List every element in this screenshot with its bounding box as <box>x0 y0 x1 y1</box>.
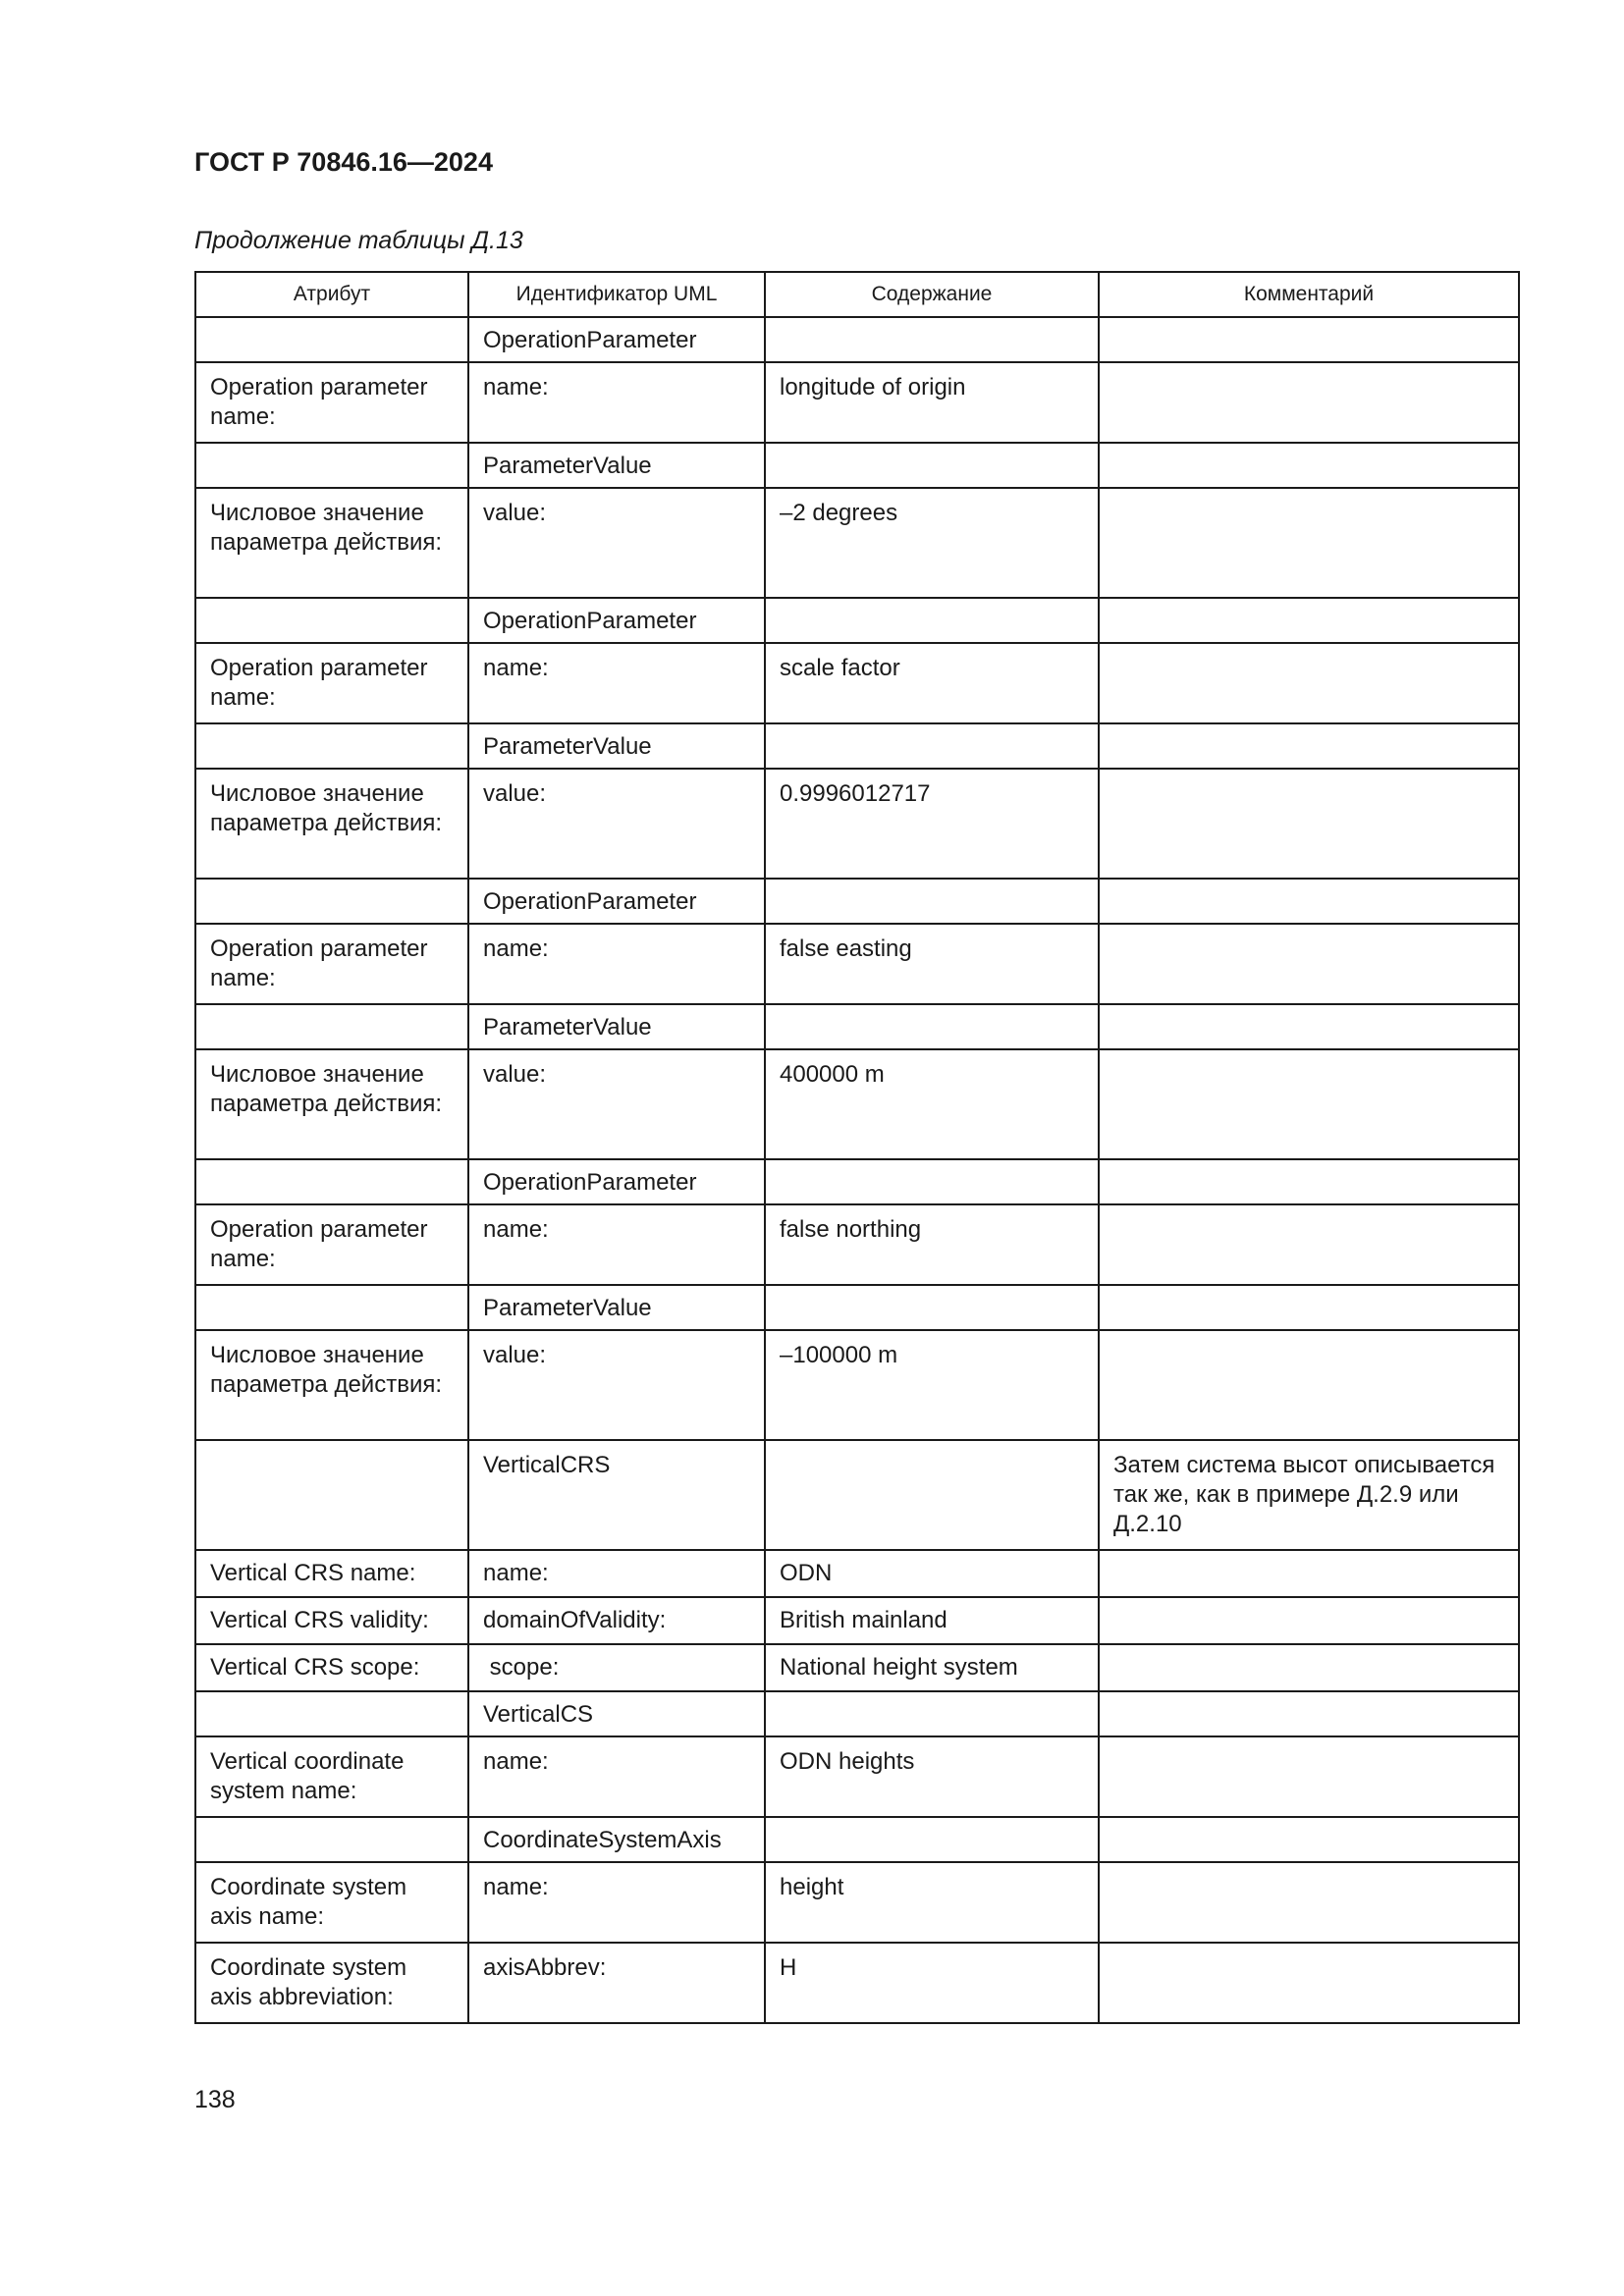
cell-comment <box>1099 1644 1519 1691</box>
cell-content <box>765 1159 1099 1204</box>
column-header-content: Содержание <box>765 272 1099 317</box>
cell-comment <box>1099 1004 1519 1049</box>
cell-comment: Затем система высот описывается так же, как в примере Д.2.9 или Д.2.10 <box>1099 1440 1519 1550</box>
cell-content <box>765 1004 1099 1049</box>
document-code: ГОСТ Р 70846.16—2024 <box>194 147 493 177</box>
table-row <box>195 723 1519 769</box>
cell-uml-identifier: OperationParameter <box>468 317 765 362</box>
cell-comment <box>1099 1159 1519 1204</box>
cell-uml-identifier: value: <box>468 488 765 598</box>
cell-uml-identifier: CoordinateSystemAxis <box>468 1817 765 1862</box>
cell-comment <box>1099 1862 1519 1943</box>
cell-attribute <box>195 443 468 488</box>
table-row <box>195 1644 1519 1691</box>
cell-comment <box>1099 1049 1519 1159</box>
cell-attribute: Operation parameter name: <box>195 924 468 1004</box>
column-header-comment: Комментарий <box>1099 272 1519 317</box>
table-row <box>195 488 1519 598</box>
table-row <box>195 1817 1519 1862</box>
cell-content <box>765 1691 1099 1736</box>
cell-comment <box>1099 1691 1519 1736</box>
cell-uml-identifier: value: <box>468 1049 765 1159</box>
cell-attribute <box>195 1817 468 1862</box>
cell-content: false easting <box>765 924 1099 1004</box>
cell-attribute: Vertical CRS validity: <box>195 1597 468 1644</box>
cell-comment <box>1099 598 1519 643</box>
cell-comment <box>1099 488 1519 598</box>
table-row <box>195 1550 1519 1597</box>
cell-content: British mainland <box>765 1597 1099 1644</box>
table-row <box>195 1736 1519 1817</box>
cell-content: 0.9996012717 <box>765 769 1099 879</box>
cell-attribute: Числовое значение параметра действия: <box>195 1330 468 1440</box>
cell-attribute <box>195 598 468 643</box>
cell-comment <box>1099 443 1519 488</box>
cell-attribute <box>195 1004 468 1049</box>
table-row <box>195 879 1519 924</box>
table-row <box>195 924 1519 1004</box>
table-body <box>195 317 1519 2023</box>
cell-content <box>765 443 1099 488</box>
cell-uml-identifier: axisAbbrev: <box>468 1943 765 2023</box>
page-number: 138 <box>194 2086 236 2113</box>
cell-uml-identifier: domainOfValidity: <box>468 1597 765 1644</box>
cell-content: height <box>765 1862 1099 1943</box>
table-row <box>195 1330 1519 1440</box>
cell-comment <box>1099 1817 1519 1862</box>
table-row <box>195 598 1519 643</box>
table-row <box>195 1597 1519 1644</box>
cell-uml-identifier: OperationParameter <box>468 1159 765 1204</box>
cell-comment <box>1099 362 1519 443</box>
table-row <box>195 362 1519 443</box>
cell-comment <box>1099 643 1519 723</box>
cell-attribute <box>195 1691 468 1736</box>
cell-content: –2 degrees <box>765 488 1099 598</box>
cell-comment <box>1099 1330 1519 1440</box>
cell-uml-identifier: VerticalCS <box>468 1691 765 1736</box>
cell-content: false northing <box>765 1204 1099 1285</box>
cell-uml-identifier: OperationParameter <box>468 879 765 924</box>
cell-content: longitude of origin <box>765 362 1099 443</box>
cell-attribute: Operation parameter name: <box>195 362 468 443</box>
cell-uml-identifier: name: <box>468 1550 765 1597</box>
cell-comment <box>1099 924 1519 1004</box>
cell-content <box>765 598 1099 643</box>
table-row <box>195 1862 1519 1943</box>
column-header-uml-identifier: Идентификатор UML <box>468 272 765 317</box>
cell-comment <box>1099 1550 1519 1597</box>
cell-content: National height system <box>765 1644 1099 1691</box>
cell-content <box>765 1440 1099 1550</box>
cell-comment <box>1099 1204 1519 1285</box>
cell-uml-identifier: name: <box>468 362 765 443</box>
cell-comment <box>1099 769 1519 879</box>
cell-attribute: Числовое значение параметра действия: <box>195 769 468 879</box>
table-row <box>195 1943 1519 2023</box>
cell-content: –100000 m <box>765 1330 1099 1440</box>
cell-uml-identifier: ParameterValue <box>468 1004 765 1049</box>
cell-uml-identifier: ParameterValue <box>468 723 765 769</box>
table-row <box>195 317 1519 362</box>
cell-uml-identifier: name: <box>468 1736 765 1817</box>
cell-uml-identifier: VerticalCRS <box>468 1440 765 1550</box>
cell-uml-identifier: name: <box>468 643 765 723</box>
cell-attribute: Operation parameter name: <box>195 643 468 723</box>
cell-comment <box>1099 1597 1519 1644</box>
cell-uml-identifier: name: <box>468 1862 765 1943</box>
table-row <box>195 443 1519 488</box>
cell-content: H <box>765 1943 1099 2023</box>
cell-comment <box>1099 723 1519 769</box>
cell-attribute: Vertical CRS name: <box>195 1550 468 1597</box>
table-row <box>195 1049 1519 1159</box>
table-row <box>195 1691 1519 1736</box>
cell-attribute: Числовое значение параметра действия: <box>195 488 468 598</box>
cell-attribute <box>195 1159 468 1204</box>
table-header-row <box>195 272 1519 317</box>
cell-uml-identifier: value: <box>468 1330 765 1440</box>
cell-attribute <box>195 317 468 362</box>
table-row <box>195 1440 1519 1550</box>
cell-comment <box>1099 1285 1519 1330</box>
table-caption: Продолжение таблицы Д.13 <box>194 227 523 254</box>
cell-attribute <box>195 723 468 769</box>
cell-content <box>765 1285 1099 1330</box>
table-row <box>195 1159 1519 1204</box>
cell-uml-identifier: ParameterValue <box>468 443 765 488</box>
cell-attribute: Vertical coordinate system name: <box>195 1736 468 1817</box>
cell-uml-identifier: ParameterValue <box>468 1285 765 1330</box>
cell-content <box>765 1817 1099 1862</box>
table-row <box>195 643 1519 723</box>
table-row <box>195 769 1519 879</box>
column-header-attribute: Атрибут <box>195 272 468 317</box>
cell-attribute: Coordinate system axis name: <box>195 1862 468 1943</box>
crs-definition-table <box>194 271 1520 2024</box>
cell-attribute: Operation parameter name: <box>195 1204 468 1285</box>
cell-uml-identifier: scope: <box>468 1644 765 1691</box>
cell-uml-identifier: name: <box>468 924 765 1004</box>
cell-content <box>765 317 1099 362</box>
cell-uml-identifier: OperationParameter <box>468 598 765 643</box>
cell-attribute <box>195 1440 468 1550</box>
cell-content: scale factor <box>765 643 1099 723</box>
cell-attribute: Vertical CRS scope: <box>195 1644 468 1691</box>
cell-comment <box>1099 1736 1519 1817</box>
cell-attribute: Числовое значение параметра действия: <box>195 1049 468 1159</box>
cell-uml-identifier: name: <box>468 1204 765 1285</box>
cell-content <box>765 723 1099 769</box>
cell-comment <box>1099 1943 1519 2023</box>
cell-attribute: Coordinate system axis abbreviation: <box>195 1943 468 2023</box>
cell-attribute <box>195 1285 468 1330</box>
table-row <box>195 1285 1519 1330</box>
cell-content: ODN heights <box>765 1736 1099 1817</box>
cell-comment <box>1099 879 1519 924</box>
cell-attribute <box>195 879 468 924</box>
cell-uml-identifier: value: <box>468 769 765 879</box>
table-row <box>195 1004 1519 1049</box>
cell-content: ODN <box>765 1550 1099 1597</box>
cell-content: 400000 m <box>765 1049 1099 1159</box>
table-row <box>195 1204 1519 1285</box>
cell-comment <box>1099 317 1519 362</box>
cell-content <box>765 879 1099 924</box>
